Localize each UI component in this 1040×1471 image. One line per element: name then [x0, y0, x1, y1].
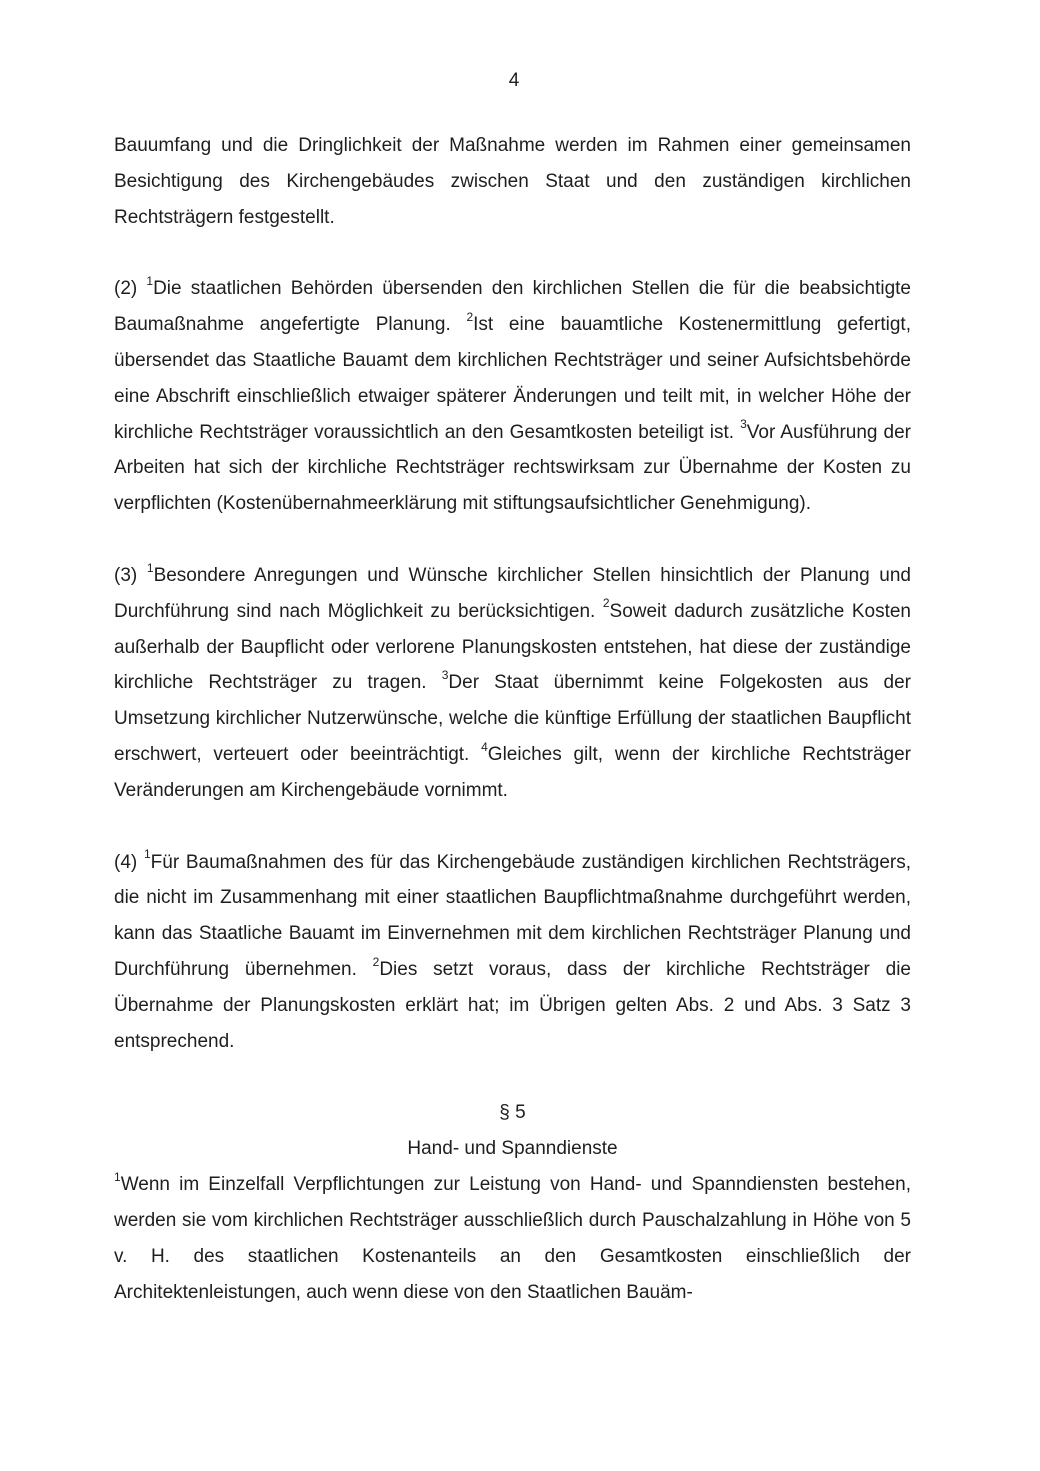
sentence-number: 1 [114, 1170, 121, 1184]
sentence-text: Die staatlichen Behörden übersenden den kirchlichen Stellen die für die beabsichtigte Baumaßnahme angefertigte Planung. [114, 278, 912, 336]
page-number: 4 [508, 70, 520, 91]
sentence-number: 1 [146, 560, 154, 575]
sentence-text: Vor Ausführung der Arbeiten hat sich der kirchliche Rechtsträger rechtswirksam zur Übernahme der Kosten zu verpflichten (Kostenübernahmeerklärung mit stiftungsaufsichtlicher Genehmigung). [114, 421, 911, 515]
section-number: § 5 [499, 1102, 526, 1124]
paragraph-1-continuation [114, 128, 911, 235]
section-title: Hand- und Spanndienste [407, 1138, 618, 1160]
paragraph-1-text: Bauumfang und die Dringlichkeit der Maßnahme werden im Rahmen einer gemeinsamen Besichtigung des Kirchengebäudes zwischen Staat und den zuständigen kirchlichen Rechtsträgern festgestellt. [114, 135, 911, 228]
document-body [114, 128, 911, 1311]
sentence-text: Gleiches gilt, wenn der kirchliche Rechtsträger Veränderungen am Kirchengebäude vornimmt. [114, 743, 911, 801]
sentence-text: Dies setzt voraus, dass der kirchliche Rechtsträger die Übernahme der Planungskosten erklärt hat; im Übrigen gelten Abs. 2 und Abs. 3 Satz 3 entsprechend. [114, 958, 911, 1052]
paragraph-gap [114, 522, 911, 558]
paragraph-gap [114, 235, 911, 271]
sentence-text: Besondere Anregungen und Wünsche kirchlicher Stellen hinsichtlich der Planung und Durchführung sind nach Möglichkeit zu berücksichtigen. [114, 564, 912, 622]
sentence-text: Soweit dadurch zusätzliche Kosten außerhalb der Baupflicht oder verlorene Planungskosten entstehen, hat diese der zuständige kirchliche Rechtsträger zu tragen. [114, 600, 911, 694]
sentence-number: 2 [372, 954, 380, 969]
sentence-text: Ist eine bauamtliche Kostenermittlung gefertigt, übersendet das Staatliche Bauamt dem kirchlichen Rechtsträger und seiner Aufsichtsbehörde eine Abschrift einschließlich etwaiger späterer Änderungen und teilt mit, in welcher Höhe der kirchliche Rechtsträger voraussichtlich an den Gesamtkosten beteiligt ist. [114, 314, 911, 443]
sentence-number: 1 [146, 274, 154, 289]
sentence-number: 4 [481, 739, 488, 754]
paragraph-4 [114, 845, 911, 1060]
paragraph-2-label: (2) [114, 278, 138, 300]
sentence-text: Der Staat übernimmt keine Folgekosten aus der Umsetzung kirchlicher Nutzerwünsche, welche die künftige Erfüllung der staatlichen Baupflicht erschwert, verteuert oder beeinträchtigt. [114, 672, 911, 765]
paragraph-gap [114, 809, 911, 845]
sentence-text: Wenn im Einzelfall Verpflichtungen zur Leistung von Hand- und Spanndiensten bestehen, werden sie vom kirchlichen Rechtsträger ausschließlich durch Pauschalzahlung in Höhe von 5 v. H. des staatlichen Kostenanteils an den Gesamtkosten einschließlich der Architektenleistungen, auch wenn diese von den Staatlichen Bauäm- [114, 1174, 911, 1303]
paragraph-4-label: (4) [114, 851, 138, 873]
sentence-number: 2 [602, 596, 610, 611]
paragraph-gap [114, 1059, 911, 1095]
sentence-number: 2 [466, 309, 474, 324]
paragraph-3-label: (3) [114, 564, 138, 586]
sentence-number: 1 [143, 847, 151, 862]
section-5-paragraph [114, 1167, 911, 1310]
sentence-number: 3 [441, 668, 449, 683]
paragraph-2 [114, 271, 911, 522]
paragraph-3 [114, 558, 911, 809]
sentence-number: 3 [740, 417, 747, 432]
sentence-text: Für Baumaßnahmen des für das Kirchengebäude zuständigen kirchlichen Rechtsträgers, die nicht im Zusammenhang mit einer staatlichen Baupflichtmaßnahme durchgeführt werden, kann das Staatliche Bauamt im Einvernehmen mit dem kirchlichen Rechtsträger Planung und Durchführung übernehmen. [114, 851, 912, 980]
